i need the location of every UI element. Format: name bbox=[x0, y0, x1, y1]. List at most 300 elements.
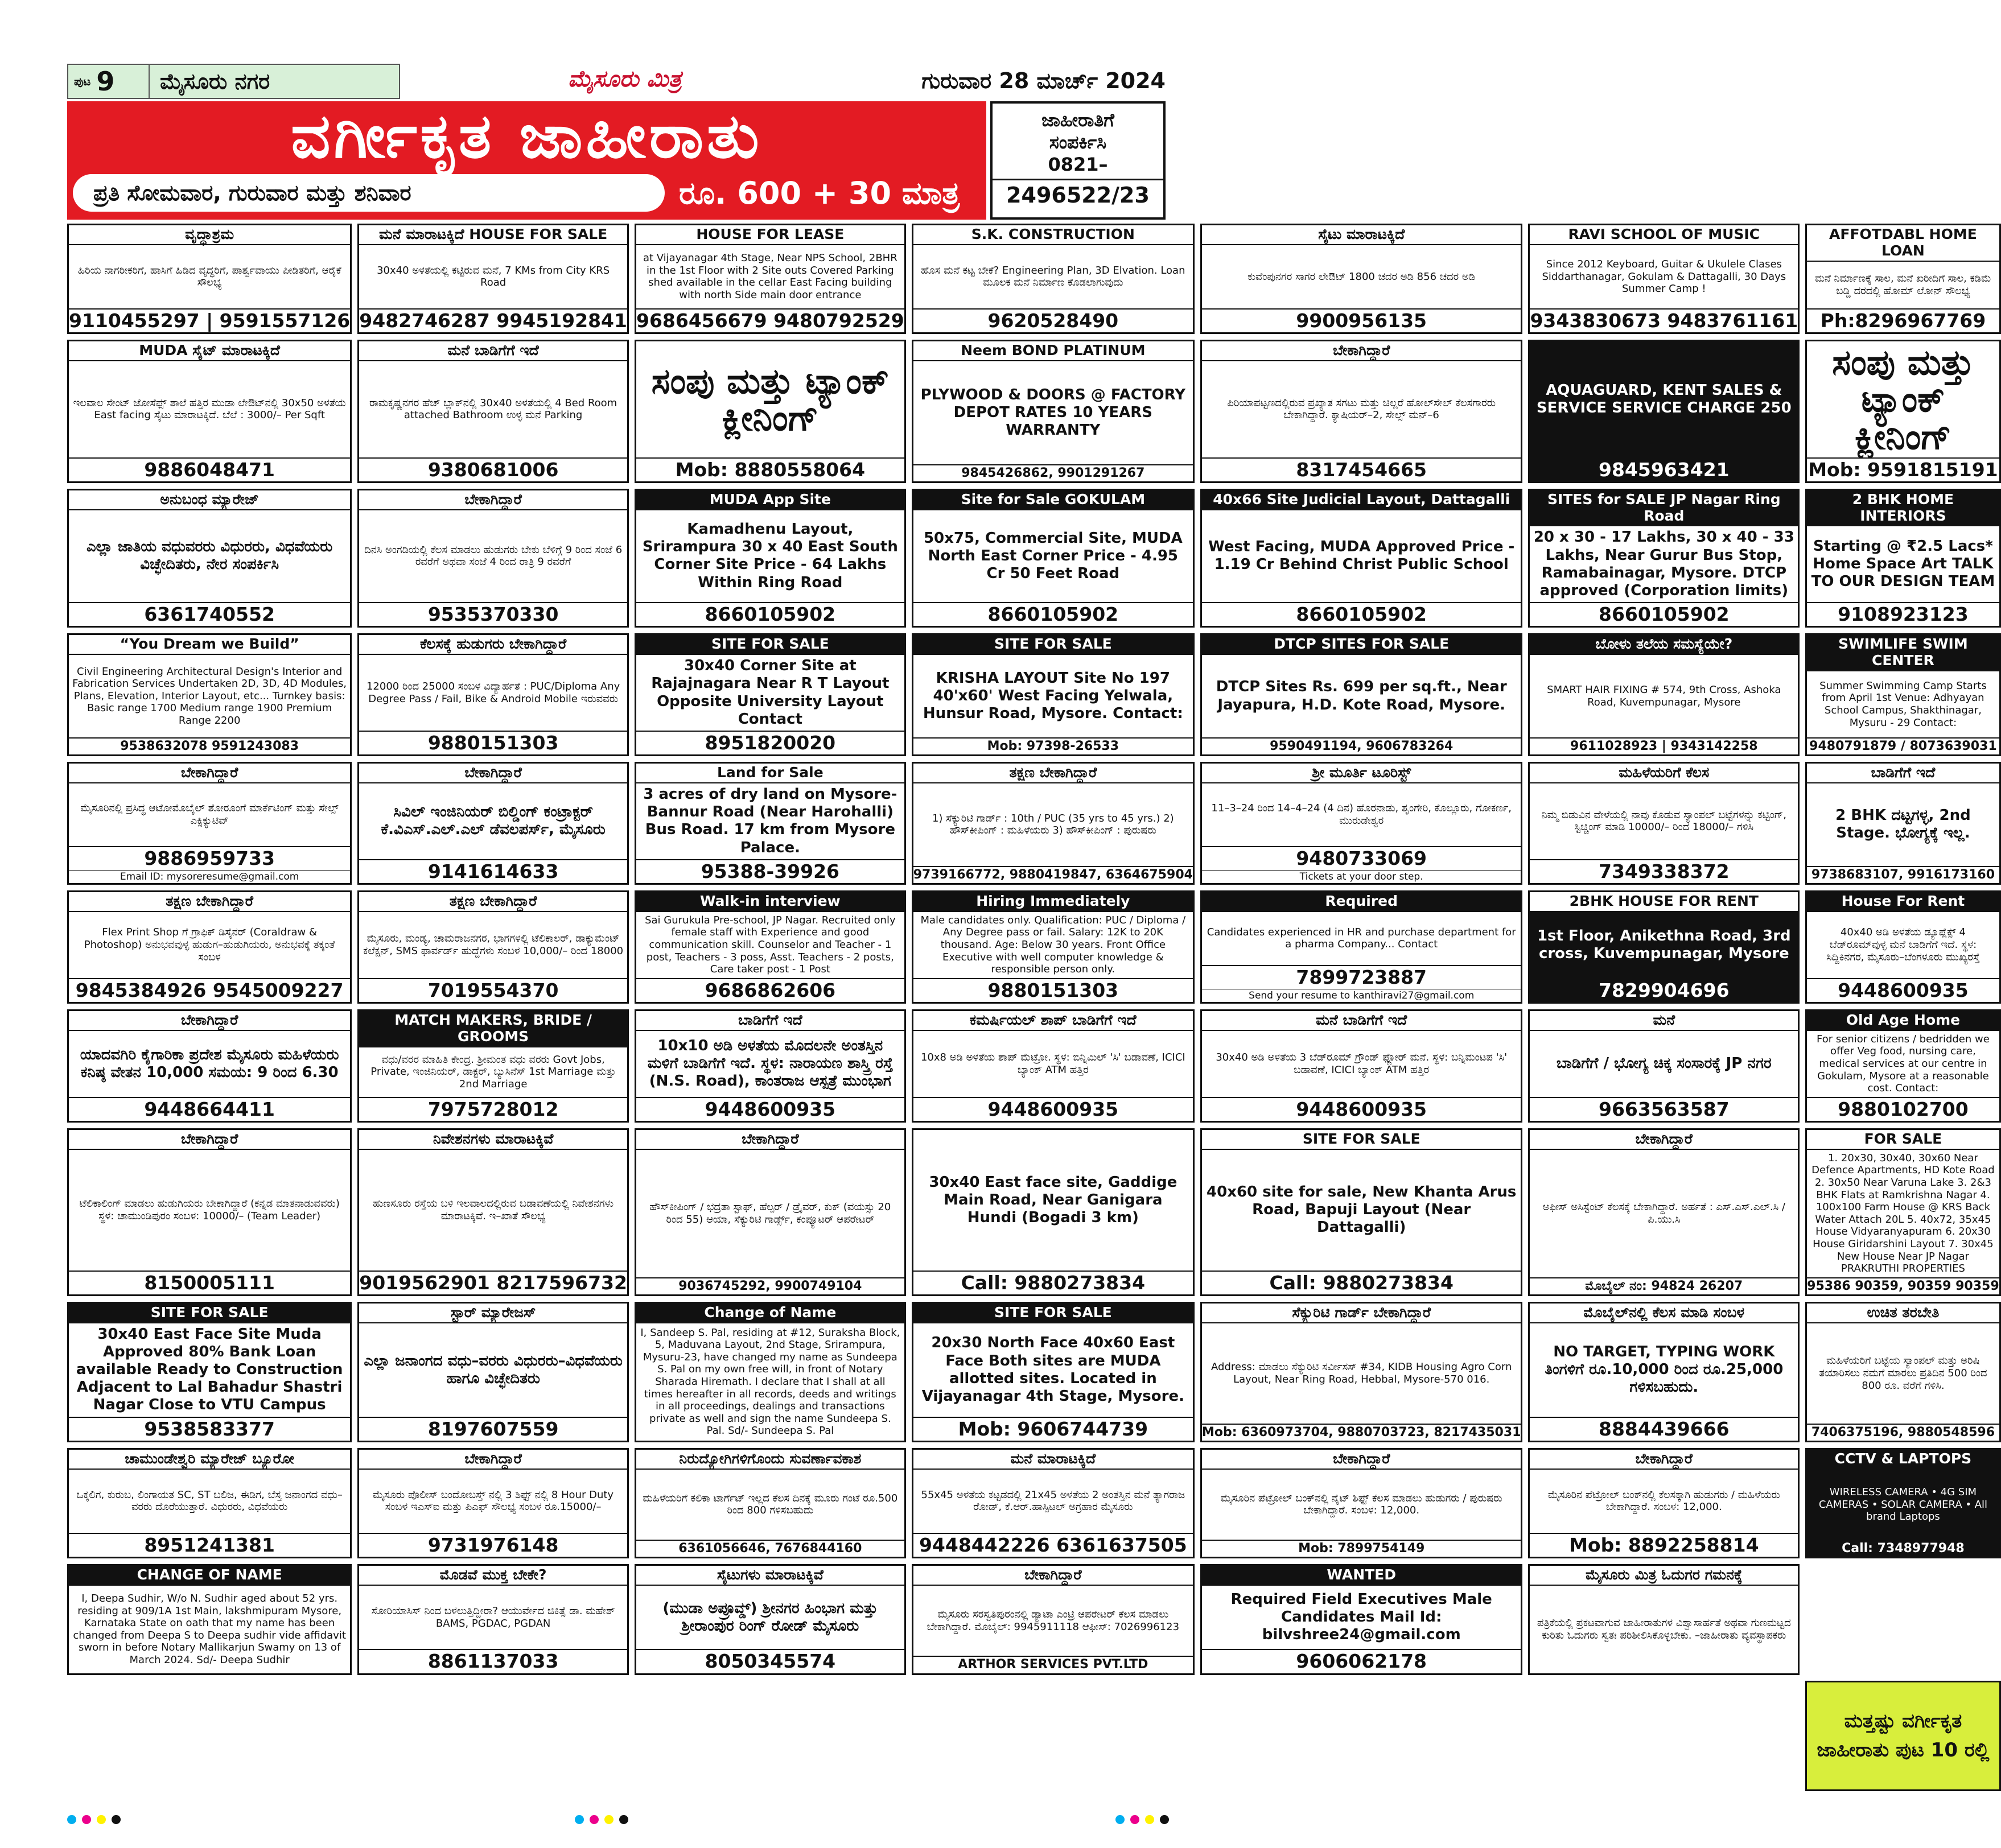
ad-phone: Call: 7348977948 bbox=[1807, 1540, 1999, 1557]
ad-phone: 7829904696 bbox=[1530, 978, 1798, 1002]
ad-body: ಮೈಸೂರು ಸರಸ್ವತಿಪುರಂನಲ್ಲಿ ಡ್ಯಾಟಾ ಎಂಟ್ರಿ ಆಪರೇಟರ್ ಕೆಲಸ ಮಾಡಲು ಬೇಕಾಗಿದ್ದಾರೆ. ಮೊಬೈಲ್: 9945911118 ಆಫೀಸ್: 7026996123 bbox=[927, 1608, 1180, 1633]
cyan-dot bbox=[67, 1815, 76, 1824]
ad-phone: 8660105902 bbox=[1202, 602, 1521, 626]
ad-body: ದಿನಸಿ ಅಂಗಡಿಯಲ್ಲಿ ಕೆಲಸ ಮಾಡಲು ಹುಡುಗರು ಬೇಕು ಬೆಳಿಗ್ಗೆ 9 ರಿಂದ ಸಂಜೆ 6 ರವರೆಗೆ ಅಥವಾ ಸಂಜೆ 4 ರಿಂದ ರಾತ್ರಿ 9 ರವರೆಗೆ bbox=[364, 543, 623, 568]
classified-ad bbox=[1200, 633, 1522, 756]
ad-heading: MATCH MAKERS, BRIDE / GROOMS bbox=[359, 1011, 627, 1047]
section-title: ಮೈಸೂರು ನಗರ bbox=[150, 64, 400, 99]
cyan-dot bbox=[575, 1815, 584, 1824]
classified-ad bbox=[1200, 890, 1522, 1004]
ad-heading: ವೃದ್ಧಾಶ್ರಮ bbox=[69, 225, 350, 245]
ad-phone: 9380681006 bbox=[359, 457, 627, 481]
ad-phone: 9448442226 6361637505 bbox=[913, 1533, 1193, 1557]
classified-ad bbox=[635, 890, 906, 1004]
ad-heading: ಬಾಡಿಗೆಗೆ ಇದೆ bbox=[636, 1011, 904, 1031]
banner-subtitle: ಪ್ರತಿ ಸೋಮವಾರ, ಗುರುವಾರ ಮತ್ತು ಶನಿವಾರ bbox=[73, 174, 665, 212]
ad-heading: 2 BHK HOME INTERIORS bbox=[1807, 490, 1999, 527]
classified-ad bbox=[912, 1564, 1195, 1674]
ad-body: ಮೈಸೂರು, ಮಂಡ್ಯ, ಚಾಮರಾಜನಗರ, ಭಾಗಗಳಲ್ಲಿ ಟೆಲಿಕಾಲರ್, ಡಾಕ್ಯುಮೆಂಟ್ ಕಲೆಕ್ಷನ್, SMS ಫಾರ್ವರ್ಡ್ ಹುದ್ದೆಗಳು ಸಂಬಳ 10,000/– ರಿಂದ 18000 bbox=[363, 933, 624, 957]
ad-body: ಪಿರಿಯಾಪಟ್ಟಣದಲ್ಲಿರುವ ಪ್ರಖ್ಯಾತ ಸಗಟು ಮತ್ತು ಚಿಲ್ಲರೆ ಹೋಲ್‌ಸೇಲ್ ಕೆಲಸಗಾರರು ಬೇಕಾಗಿದ್ದಾರೆ. ಕ್ಯಾಷಿಯರ್–2, ಸೇಲ್ಸ್ ಮನ್–6 bbox=[1227, 397, 1496, 422]
classified-ad bbox=[635, 340, 906, 483]
classified-ad bbox=[1200, 1302, 1522, 1442]
classified-ad bbox=[1805, 633, 2001, 756]
ad-body: 40x40 ಅಡಿ ಅಳತೆಯ ಡ್ಯೂಪ್ಲೆಕ್ಸ್ 4 ಬೆಡ್‌ರೂಮ್‌ವುಳ್ಳ ಮನೆ ಬಾಡಿಗೆಗೆ ಇದೆ. ಸ್ಥಳ: ಸಿದ್ದಿಕಿನಗರ, ಮೈಸೂರು–ಬೆಂಗಳೂರು ಮುಖ್ಯರಸ್ತೆ bbox=[1826, 926, 1980, 963]
ad-heading: ಶ್ರೀ ಮೂರ್ತಿ ಟೂರಿಸ್ಟ್ bbox=[1202, 764, 1521, 783]
ad-body: 30x40 Corner Site at Rajajnagara Near R T Layout Opposite University Layout Contact bbox=[651, 657, 890, 728]
ad-body: ಇಲವಾಲ ಸೇಂಟ್ ಜೋಸೆಫ್ಸ್ ಶಾಲೆ ಹತ್ತಿರ ಮುಡಾ ಲೇಔಟ್‌ನಲ್ಲಿ 30x50 ಅಳತೆಯ East facing ಸೈಟು ಮಾರಾಟಕ್ಕಿದೆ. ಬೆಲೆ : 3000/– Per Sqft bbox=[73, 397, 346, 422]
black-dot bbox=[1160, 1815, 1169, 1824]
classified-ad bbox=[1200, 340, 1522, 483]
ad-heading: ಬೇಕಾಗಿದ್ದಾರೆ bbox=[1530, 1130, 1798, 1150]
ad-heading: SITE FOR SALE bbox=[69, 1304, 350, 1323]
classified-ad bbox=[1200, 1128, 1522, 1296]
classified-ad bbox=[635, 1009, 906, 1123]
ad-heading: ಬೇಕಾಗಿದ್ದಾರೆ bbox=[359, 1450, 627, 1470]
classified-ad bbox=[912, 1302, 1195, 1442]
ad-phone: 9448600935 bbox=[1807, 978, 1999, 1002]
ad-body: ಹುಣಸೂರು ರಸ್ತೆಯ ಬಳಿ ಇಲವಾಲದಲ್ಲಿರುವ ಬಡಾವಣೆಯಲ್ಲಿ ನಿವೇಶನಗಳು ಮಾರಾಟಕ್ಕಿವೆ. ಇ–ಖಾತೆ ಸೌಲಭ್ಯ bbox=[373, 1198, 614, 1222]
ad-phone: Mob: 9606744739 bbox=[913, 1417, 1193, 1441]
ad-phone: 9886048471 bbox=[69, 457, 350, 481]
ad-body: 1) ಸೆಕ್ಯುರಿಟಿ ಗಾರ್ಡ್ : 10th / PUC (35 yrs to 45 yrs.) 2) ಹೌಸ್‌ಕೀಪಿಂಗ್ : ಮಹಿಳೆಯರು 3) ಹೌಸ್‌ಕೀಪಿಂಗ್ : ಪುರುಷರು bbox=[932, 812, 1174, 837]
ad-body: ಒಕ್ಕಲಿಗ, ಕುರುಬ, ಲಿಂಗಾಯತ SC, ST ಬಲಿಜ, ಈಡಿಗ, ಬೆಸ್ತ ಜನಾಂಗದ ವಧು–ವರರು ದೊರೆಯುತ್ತಾರೆ. ವಿಧುರರು, ವಿಧವೆಯರು bbox=[76, 1488, 343, 1513]
ad-heading: FOR SALE bbox=[1807, 1130, 1999, 1150]
ad-heading: S.K. CONSTRUCTION bbox=[913, 225, 1193, 245]
contact-line-2: ಸಂಪರ್ಕಿಸಿ bbox=[1049, 131, 1107, 153]
ad-body: 10x8 ಅಡಿ ಅಳತೆಯ ಶಾಪ್ ಮೆಟ್ರೋ. ಸ್ಥಳ: ಬಿನ್ನಿಮಿಲ್ 'ಸಿ' ಬಡಾವಣೆ, ICICI ಬ್ಯಾಂಕ್ ATM ಹತ್ತಿರ bbox=[920, 1051, 1185, 1076]
ad-body: Civil Engineering Architectural Design's Interior and Fabrication Services Undertaken 2D, 3D, 4D Modules, Plans, Elevation, Interior Layout, etc... Turnkey basis: Basic range 1700 Medium range 1900 Premium Range 2200 bbox=[72, 665, 347, 727]
ad-phone: 6361056646, 7676844160 bbox=[636, 1540, 904, 1557]
ad-body: Address: ಮಾಡಲು ಸೆಕ್ಯುರಿಟಿ ಸರ್ವೀಸಸ್ #34, KIDB Housing Agro Corn Layout, Near Ring Road, Hebbal, Mysore-570 016. bbox=[1211, 1361, 1512, 1385]
ad-heading: Old Age Home bbox=[1807, 1011, 1999, 1031]
ad-heading: House For Rent bbox=[1807, 892, 1999, 912]
classified-ad bbox=[635, 1128, 906, 1296]
ad-phone: 9845384926 9545009227 bbox=[69, 978, 350, 1002]
ad-phone: 9731976148 bbox=[359, 1533, 627, 1557]
classified-ad bbox=[357, 1448, 629, 1558]
ad-body: 50x75, Commercial Site, MUDA North East Corner Price - 4.95 Cr 50 Feet Road bbox=[923, 529, 1183, 583]
classified-ad bbox=[912, 633, 1195, 756]
ad-phone: 9448664411 bbox=[69, 1097, 350, 1121]
ad-heading: 40x66 Site Judicial Layout, Dattagalli bbox=[1202, 490, 1521, 510]
ad-phone: 8951241381 bbox=[69, 1533, 350, 1557]
classified-ad bbox=[912, 890, 1195, 1004]
ads-grid bbox=[67, 224, 1999, 1791]
ad-phone: Ph:8296967769 bbox=[1807, 308, 1999, 332]
ad-body: Male candidates only. Qualification: PUC / Diploma / Any Degree pass or fail. Salary: 12K to 20K thousand. Age: Below 30 years. Front Office Executive with well computer knowledge & responsible person only. bbox=[920, 914, 1186, 976]
ad-phone: 7975728012 bbox=[359, 1097, 627, 1121]
classified-ad bbox=[1528, 224, 1800, 334]
cyan-dot bbox=[1115, 1815, 1125, 1824]
ad-phone: 6361740552 bbox=[69, 602, 350, 626]
ad-body: ಕುವೆಂಪುನಗರ ಸಾಗರ ಲೇಔಟ್ 1800 ಚದರ ಅಡಿ 856 ಚದರ ಅಡಿ bbox=[1247, 270, 1476, 283]
ad-body: I, Deepa Sudhir, W/o N. Sudhir aged about 52 yrs. residing at 909/1A 1st Main, lakshmipuram Mysore, Karnataka State on oath that my name has been changed from Deepa S to Deepa sudhir vide affidavit sworn in before Notary Mallikarjun Swamy on 13 of March 2024. Sd/- Deepa Sudhir bbox=[73, 1593, 346, 1666]
ad-heading: ಅನುಬಂಧ ಮ್ಯಾರೇಜ್ bbox=[69, 490, 350, 510]
ad-phone: 9448600935 bbox=[1202, 1097, 1521, 1121]
ad-phone: 8317454665 bbox=[1202, 457, 1521, 481]
classified-ad bbox=[912, 762, 1195, 885]
ad-phone: 9538583377 bbox=[69, 1417, 350, 1441]
ad-phone: 95388-39926 bbox=[636, 859, 904, 883]
classified-ad bbox=[67, 762, 352, 885]
classified-ad bbox=[1805, 1128, 2001, 1296]
ad-body: 1st Floor, Anikethna Road, 3rd cross, Kuvempunagar, Mysore bbox=[1530, 912, 1798, 978]
classified-ad bbox=[1805, 1009, 2001, 1123]
ad-heading: ಬಾಡಿಗೆಗೆ ಇದೆ bbox=[1807, 764, 1999, 783]
ad-heading: HOUSE FOR LEASE bbox=[636, 225, 904, 245]
ad-phone: Call: 9880273834 bbox=[913, 1270, 1193, 1294]
ad-phone: 8660105902 bbox=[1530, 602, 1798, 626]
ad-body: ಸಿವಿಲ್ ಇಂಜಿನಿಯರ್ ಬಿಲ್ಡಿಂಗ್ ಕಂಟ್ರಾಕ್ಟರ್ ಕೆ.ವಿಎಸ್.ಎಲ್.ಎಲ್ ಡೆವಲಪರ್ಸ್, ಮೈಸೂರು bbox=[381, 803, 606, 839]
ad-heading: RAVI SCHOOL OF MUSIC bbox=[1530, 225, 1798, 245]
ad-phone: 9880102700 bbox=[1807, 1097, 1999, 1121]
ad-heading: MUDA ಸೈಟ್ ಮಾರಾಟಕ್ಕಿದೆ bbox=[69, 341, 350, 361]
ad-heading: SITE FOR SALE bbox=[636, 635, 904, 655]
magenta-dot bbox=[590, 1815, 599, 1824]
ad-phone: 9448600935 bbox=[913, 1097, 1193, 1121]
ad-heading: ಬೇಕಾಗಿದ್ದಾರೆ bbox=[359, 490, 627, 510]
classified-ad bbox=[1528, 489, 1800, 628]
classified-ad bbox=[1528, 633, 1800, 756]
classified-ad bbox=[1528, 890, 1800, 1004]
ad-heading: ಮಹಿಳೆಯರಿಗೆ ಕೆಲಸ bbox=[1530, 764, 1798, 783]
ad-heading: SITE FOR SALE bbox=[913, 1304, 1193, 1323]
classified-ad bbox=[1805, 224, 2001, 334]
ad-heading: ಸ್ಟಾರ್ ಮ್ಯಾರೇಜಸ್ bbox=[359, 1304, 627, 1323]
classified-ad bbox=[1528, 762, 1800, 885]
ad-heading: ತಕ್ಷಣ ಬೇಕಾಗಿದ್ದಾರೆ bbox=[69, 892, 350, 912]
ad-phone: 9611028923 | 9343142258 bbox=[1530, 737, 1798, 754]
ad-heading: WANTED bbox=[1202, 1566, 1521, 1586]
classified-ad bbox=[357, 890, 629, 1004]
classified-ad bbox=[635, 762, 906, 885]
black-dot bbox=[112, 1815, 121, 1824]
ad-phone: 9343830673 9483761161 bbox=[1530, 310, 1798, 332]
ad-body: ಎಲ್ಲಾ ಜನಾಂಗದ ವಧು–ವರರು ವಿಧುರರು–ವಿಧವೆಯರು ಹಾಗೂ ವಿಚ್ಛೇದಿತರು bbox=[364, 1352, 623, 1387]
ad-body: ಪತ್ರಿಕೆಯಲ್ಲಿ ಪ್ರಕಟವಾಗುವ ಜಾಹೀರಾತುಗಳ ವಿಶ್ವಾಸಾರ್ಹತೆ ಅಥವಾ ಗುಣಮಟ್ಟದ ಕುರಿತು ಓದುಗರು ಸ್ವತಃ ಪರಿಶೀಲಿಸಿಕೊಳ್ಳಬೇಕು. –ಜಾಹೀರಾತು ವ್ಯವಸ್ಥಾಪಕರು bbox=[1537, 1617, 1791, 1641]
classified-ad bbox=[1805, 489, 2001, 628]
ad-body: ಟೆಲಿಕಾಲಿಂಗ್ ಮಾಡಲು ಹುಡುಗಿಯರು ಬೇಕಾಗಿದ್ದಾರೆ (ಕನ್ನಡ ಮಾತನಾಡುವವರು) ಸ್ಥಳ: ಚಾಮುಂಡಿಪುರಂ ಸಂಬಳ: 10000/– (Team Leader) bbox=[79, 1198, 340, 1222]
ad-email: Send your resume to kanthiravi27@gmail.com bbox=[1202, 989, 1521, 1002]
ad-heading: Site for Sale GOKULAM bbox=[913, 490, 1193, 510]
ad-body: 12000 ರಿಂದ 25000 ಸಂಬಳ ವಿದ್ಯಾರ್ಹತೆ : PUC/Diploma Any Degree Pass / Fail, Bike & Android Mobile ಇರುವವರು bbox=[366, 680, 620, 705]
classified-ad bbox=[67, 224, 352, 334]
contact-box bbox=[990, 101, 1166, 220]
banner-price: ರೂ. 600 + 30 ಮಾತ್ರ bbox=[679, 175, 960, 211]
classified-ad bbox=[1528, 1302, 1800, 1442]
ad-heading: ಉಚಿತ ತರಬೇತಿ bbox=[1807, 1304, 1999, 1323]
ad-body: Candidates experienced in HR and purchase department for a pharma Company... Contact bbox=[1207, 926, 1516, 951]
ad-body: 30x40 ಅಡಿ ಅಳತೆಯ 3 ಬೆಡ್‌ರೂಮ್ ಗ್ರೌಂಡ್ ಫ್ಲೋರ್ ಮನೆ. ಸ್ಥಳ: ಬನ್ನಿಮಂಟಪ 'ಸಿ' ಬಡಾವಣೆ, ICICI ಬ್ಯಾಂಕ್ ATM ಹತ್ತಿರ bbox=[1216, 1051, 1508, 1076]
classified-ad bbox=[67, 633, 352, 756]
ad-body: Sai Gurukula Pre-school, JP Nagar. Recruited only female staff with Experience and good communication skill. Counselor and Teacher - 1 post, Teachers - 3 poss, Asst. Teachers - 2 posts, Care taker post - 1 Post bbox=[645, 914, 896, 976]
classified-ad bbox=[357, 1302, 629, 1442]
ad-body: ಬಾಡಿಗೆಗೆ / ಭೋಗ್ಯ ಚಿಕ್ಕ ಸಂಸಾರಕ್ಕೆ JP ನಗರ bbox=[1556, 1055, 1772, 1072]
ad-heading: SWIMLIFE SWIM CENTER bbox=[1807, 635, 1999, 671]
ad-heading: Hiring Immediately bbox=[913, 892, 1193, 912]
ad-phone: Mob: 8880558064 bbox=[636, 457, 904, 481]
classified-ad bbox=[1528, 1564, 1800, 1674]
classified-ad bbox=[67, 340, 352, 483]
ad-body: 2 BHK ದಟ್ಟಗಳ್ಳ, 2nd Stage. ಭೋಗ್ಯಕ್ಕೆ ಇಲ್ಲ. bbox=[1835, 807, 1971, 842]
ad-body: Summer Swimming Camp Starts from April 1st Venue: Adhyayan School Campus, Shakthinagar, Mysuru - 29 Contact: bbox=[1819, 679, 1987, 729]
ad-heading: ಬೇಕಾಗಿದ್ದಾರೆ bbox=[1530, 1450, 1798, 1470]
ad-phone: 8951820020 bbox=[636, 731, 904, 754]
ad-body: Required Field Executives Male Candidates Mail Id: bilvshree24@gmail.com bbox=[1230, 1590, 1492, 1644]
ad-heading: ಮೊಬೈಲ್‌ನಲ್ಲಿ ಕೆಲಸ ಮಾಡಿ ಸಂಬಳ bbox=[1530, 1304, 1798, 1323]
ad-body: I, Sandeep S. Pal, residing at #12, Suraksha Block, 5, Maduvana Layout, 2nd Stage, Srirampura, Mysuru-23, have changed my name as Sundeepa S. Pal on my own free will, in front of Notary Sharada Hiremath. I declare that I shall at all times hereafter in all records, deeds and writings in all proceedings, dealings and transactions private as well and sign the name Sundeepa S. Pal. Sd/- Sundeepa S. Pal bbox=[640, 1326, 900, 1437]
ad-heading: ಕೆಲಸಕ್ಕೆ ಹುಡುಗರು ಬೇಕಾಗಿದ್ದಾರೆ bbox=[359, 635, 627, 655]
classified-ad bbox=[67, 489, 352, 628]
ad-body: ಮೈಸೂರಿನ ಪೆಟ್ರೋಲ್ ಬಂಕ್‌ನಲ್ಲಿ ಕೆಲಸಕ್ಕಾಗಿ ಹುಡುಗರು / ಮಹಿಳೆಯರು ಬೇಕಾಗಿದ್ದಾರೆ. ಸಂಬಳ: 12,000. bbox=[1547, 1488, 1780, 1513]
ad-email: Email ID: mysoreresume@gmail.com bbox=[69, 870, 350, 883]
classified-ad bbox=[67, 1448, 352, 1558]
ad-body: ಸಂಪು ಮತ್ತು ಟ್ಯಾಂಕ್ ಕ್ಲೀನಿಂಗ್ bbox=[1832, 341, 1974, 457]
classified-ad bbox=[357, 1009, 629, 1123]
ad-heading: ಮೈಸೂರು ಮಿತ್ರ ಓದುಗರ ಗಮನಕ್ಕೆ bbox=[1530, 1566, 1798, 1586]
ad-phone: ಮೊಬೈಲ್ ನಂ: 94824 26207 bbox=[1530, 1277, 1798, 1294]
ad-phone: Call: 9880273834 bbox=[1202, 1270, 1521, 1294]
classifieds-banner bbox=[67, 101, 986, 220]
ad-heading: ಮನೆ ಬಾಡಿಗೆಗೆ ಇದೆ bbox=[1202, 1011, 1521, 1031]
ad-phone: 9480791879 / 8073639031 bbox=[1807, 737, 1999, 754]
classified-ad bbox=[1528, 1448, 1800, 1558]
ad-body: Flex Print Shop ಗೆ ಗ್ರಾಫಿಕ್ ಡಿಸೈನರ್ (Coraldraw & Photoshop) ಅನುಭವವುಳ್ಳ ಹುಡುಗ–ಹುಡುಗಿಯರು, ಅನುಭವಕ್ಕೆ ತಕ್ಕಂತೆ ಸಂಬಳ bbox=[84, 926, 335, 963]
magenta-dot bbox=[82, 1815, 91, 1824]
magenta-dot bbox=[1130, 1815, 1139, 1824]
ad-body: DTCP Sites Rs. 699 per sq.ft., Near Jayapura, H.D. Kote Road, Mysore. bbox=[1216, 678, 1507, 713]
ad-heading: CCTV & LAPTOPS bbox=[1807, 1450, 1999, 1470]
ad-heading: ನಿರುದ್ಯೋಗಿಗಳಿಗೊಂದು ಸುವರ್ಣಾವಕಾಶ bbox=[636, 1450, 904, 1470]
ad-body: 20 x 30 - 17 Lakhs, 30 x 40 - 33 Lakhs, Near Gurur Bus Stop, Ramabainagar, Mysore. DTCP approved (Corporation limits) bbox=[1533, 529, 1794, 599]
registration-marks-right bbox=[1115, 1815, 1169, 1824]
classified-ad bbox=[635, 1302, 906, 1442]
ad-phone: 9482746287 9945192841 bbox=[359, 310, 627, 332]
ad-phone: ARTHOR SERVICES PVT.LTD bbox=[913, 1656, 1193, 1673]
ad-body: WIRELESS CAMERA • 4G SIM CAMERAS • SOLAR CAMERA • All brand Laptops bbox=[1807, 1470, 1999, 1540]
ad-phone: Mob: 9591815191 bbox=[1807, 457, 1999, 481]
ad-body: ಯಾದವಗಿರಿ ಕೈಗಾರಿಕಾ ಪ್ರದೇಶ ಮೈಸೂರು ಮಹಿಳೆಯರು ಕನಿಷ್ಠ ವೇತನ 10,000 ಸಮಯ: 9 ರಿಂದ 6.30 bbox=[80, 1046, 339, 1081]
ad-heading: ಕಮರ್ಷಿಯಲ್ ಶಾಪ್ ಬಾಡಿಗೆಗೆ ಇದೆ bbox=[913, 1011, 1193, 1031]
ad-body: ಮಹಿಳೆಯರಿಗೆ ಕಲಿಕಾ ಟಾರ್ಗೆಟ್ ಇಲ್ಲದ ಕೆಲಸ ದಿನಕ್ಕೆ ಮೂರು ಗಂಟೆ ರೂ.500 ರಿಂದ 800 ಗಳಿಸಬಹುದು bbox=[643, 1492, 898, 1517]
classified-ad bbox=[912, 1128, 1195, 1296]
ad-heading: ತಕ್ಷಣ ಬೇಕಾಗಿದ್ದಾರೆ bbox=[913, 764, 1193, 783]
ad-heading: 2BHK HOUSE FOR RENT bbox=[1530, 892, 1798, 912]
classified-ad bbox=[1805, 1448, 2001, 1558]
ad-phone: 7406375196, 9880548596 bbox=[1807, 1424, 1999, 1441]
yellow-dot bbox=[1145, 1815, 1154, 1824]
ad-phone: 8150005111 bbox=[69, 1270, 350, 1294]
ad-body: Kamadhenu Layout, Srirampura 30 x 40 East South Corner Site Price - 64 Lakhs Within Ring Road bbox=[642, 521, 898, 591]
ad-body: ಮನೆ ನಿರ್ಮಾಣಕ್ಕೆ ಸಾಲ, ಮನೆ ಖರೀದಿಗೆ ಸಾಲ, ಕಡಿಮೆ ಬಡ್ಡಿ ದರದಲ್ಲಿ ಹೋಮ್ ಲೋನ್ ಸೌಲಭ್ಯ bbox=[1814, 273, 1991, 297]
registration-marks-left bbox=[67, 1815, 121, 1824]
ad-heading: SITE FOR SALE bbox=[913, 635, 1193, 655]
classified-ad bbox=[635, 633, 906, 756]
classified-ad bbox=[1805, 340, 2001, 483]
ad-phone: 8660105902 bbox=[636, 602, 904, 626]
ad-body: ಎಲ್ಲಾ ಜಾತಿಯ ವಧುವರರು ವಿಧುರರು, ವಿಧವೆಯರು ವಿಚ್ಛೇದಿತರು, ನೇರ ಸಂಪರ್ಕಿಸಿ bbox=[86, 538, 333, 574]
ad-body: 11–3–24 ರಿಂದ 14–4–24 (4 ದಿನ) ಹೊರನಾಡು, ಶೃಂಗೇರಿ, ಕೊಲ್ಲೂರು, ಗೋಕರ್ಣ, ಮುರುಡೇಶ್ವರ bbox=[1211, 802, 1512, 827]
ad-body: KRISHA LAYOUT Site No 197 40'x60' West Facing Yelwala, Hunsur Road, Mysore. Contact: bbox=[923, 669, 1183, 723]
classified-ad bbox=[1528, 1128, 1800, 1296]
ad-phone: 8861137033 bbox=[359, 1649, 627, 1673]
classified-ad bbox=[1805, 890, 2001, 1004]
page-header bbox=[67, 64, 1166, 99]
ad-phone: 9738683107, 9916173160 bbox=[1807, 866, 1999, 883]
ad-body: ವಧು/ವರರ ಮಾಹಿತಿ ಕೇಂದ್ರ. ಶ್ರೀಮಂತ ವಧು ವರರು Govt Jobs, Private, ಇಂಜಿನಿಯರ್, ಡಾಕ್ಟರ್, ಬ್ಯುಸಿನೆಸ್ 1st Marriage ಮತ್ತು 2nd Marriage bbox=[370, 1053, 616, 1090]
ad-phone: 9880151303 bbox=[359, 731, 627, 754]
ad-heading: ತಕ್ಷಣ ಬೇಕಾಗಿದ್ದಾರೆ bbox=[359, 892, 627, 912]
classified-ad bbox=[635, 1564, 906, 1674]
ad-heading: Land for Sale bbox=[636, 764, 904, 783]
page-number: 9 bbox=[96, 66, 115, 97]
ad-body: ಹೌಸ್‌ಕೀಪಿಂಗ್ / ಭದ್ರತಾ ಸ್ಟಾಫ್, ಹೆಲ್ಪರ್ / ಡ್ರೈವರ್, ಕುಕ್ (ವಯಸ್ಸು 20 ರಿಂದ 55) ಆಯಾ, ಸೆಕ್ಯುರಿಟಿ ಗಾರ್ಡ್ಸ್, ಕಂಪ್ಯೂಟರ್ ಆಪರೇಟರ್ bbox=[649, 1201, 891, 1226]
ad-heading: “You Dream we Build” bbox=[69, 635, 350, 655]
ad-phone: 9900956135 bbox=[1202, 308, 1521, 332]
classified-ad bbox=[635, 224, 906, 334]
ad-body: SMART HAIR FIXING # 574, 9th Cross, Ashoka Road, Kuvempunagar, Mysore bbox=[1547, 684, 1781, 708]
ad-heading: ಬೇಕಾಗಿದ್ದಾರೆ bbox=[913, 1566, 1193, 1586]
classified-ad bbox=[1528, 1009, 1800, 1123]
ad-body: Since 2012 Keyboard, Guitar & Ukulele Clases Siddarthanagar, Gokulam & Dattagalli, 30 Days Summer Camp ! bbox=[1542, 258, 1786, 295]
ad-phone: 9886959733 bbox=[69, 846, 350, 870]
ad-heading: ಬೇಕಾಗಿದ್ದಾರೆ bbox=[69, 1011, 350, 1031]
ad-body: ರಾಮಕೃಷ್ಣನಗರ ಹೆಚ್ ಬ್ಲಾಕ್‌ನಲ್ಲಿ 30x40 ಅಳತೆಯಲ್ಲಿ 4 Bed Room attached Bathroom ಉಳ್ಳ ಮನೆ Parking bbox=[369, 397, 617, 422]
classified-ad bbox=[67, 1009, 352, 1123]
ad-phone: 8050345574 bbox=[636, 1649, 904, 1673]
classified-ad bbox=[1200, 489, 1522, 628]
ad-phone: 7349338372 bbox=[1530, 859, 1798, 883]
ad-heading: SITES for SALE JP Nagar Ring Road bbox=[1530, 490, 1798, 527]
ad-heading: ಚಾಮುಂಡೇಶ್ವರಿ ಮ್ಯಾರೇಜ್ ಬ್ಯೂರೋ bbox=[69, 1450, 350, 1470]
contact-line-1: ಜಾಹೀರಾತಿಗೆ bbox=[1041, 109, 1114, 131]
ad-body: 3 acres of dry land on Mysore-Bannur Road (Near Harohalli) Bus Road. 17 km from Mysore Palace. bbox=[643, 786, 897, 856]
ad-body: NO TARGET, TYPING WORK ತಿಂಗಳಿಗೆ ರೂ.10,000 ರಿಂದ ರೂ.25,000 ಗಳಿಸಬಹುದು. bbox=[1545, 1343, 1784, 1396]
ad-heading: CHANGE OF NAME bbox=[69, 1566, 350, 1586]
ad-heading: Required bbox=[1202, 892, 1521, 912]
ad-phone: 9845963421 bbox=[1530, 457, 1798, 481]
ad-phone: 9480733069 bbox=[1202, 846, 1521, 870]
ad-body: 30x40 ಅಳತೆಯಲ್ಲಿ ಕಟ್ಟಿರುವ ಮನೆ, 7 KMs from City KRS Road bbox=[377, 264, 610, 289]
ad-heading: ನಿವೇಶನಗಳು ಮಾರಾಟಕ್ಕಿವೆ bbox=[359, 1130, 627, 1150]
page-number-box bbox=[67, 64, 150, 99]
ad-heading: SITE FOR SALE bbox=[1202, 1130, 1521, 1150]
ad-heading: AFFOTDABL HOME LOAN bbox=[1807, 225, 1999, 262]
ad-phone: 8884439666 bbox=[1530, 1417, 1798, 1441]
classified-ad bbox=[357, 1128, 629, 1296]
ad-heading: ಬೋಳು ತಲೆಯ ಸಮಸ್ಯೆಯೇ? bbox=[1530, 635, 1798, 655]
ad-phone: 9739166772, 9880419847, 6364675904 bbox=[913, 866, 1193, 883]
classified-ad bbox=[1805, 762, 2001, 885]
ad-email: Tickets at your door step. bbox=[1202, 870, 1521, 883]
ad-phone: 9036745292, 9900749104 bbox=[636, 1277, 904, 1294]
ad-phone: 8197607559 bbox=[359, 1417, 627, 1441]
ad-heading: ಬೇಕಾಗಿದ್ದಾರೆ bbox=[1202, 341, 1521, 361]
ad-phone: 9535370330 bbox=[359, 602, 627, 626]
ad-body: ಸಂಪು ಮತ್ತು ಟ್ಯಾಂಕ್ ಕ್ಲೀನಿಂಗ್ bbox=[651, 360, 890, 439]
page-label: ಪುಟ bbox=[74, 75, 91, 88]
classified-ad bbox=[357, 340, 629, 483]
classified-ad bbox=[912, 340, 1195, 483]
ad-phone: 9141614633 bbox=[359, 859, 627, 883]
ad-heading: ಬೇಕಾಗಿದ್ದಾರೆ bbox=[636, 1130, 904, 1150]
ad-phone: 7019554370 bbox=[359, 978, 627, 1002]
issue-date: ಗುರುವಾರ 28 ಮಾರ್ಚ್ 2024 bbox=[921, 68, 1166, 93]
ad-heading: Walk-in interview bbox=[636, 892, 904, 912]
ad-phone: Mob: 6360973704, 9880703723, 8217435031 bbox=[1202, 1424, 1521, 1441]
banner-title: ವರ್ಗೀಕೃತ ಜಾಹೀರಾತು bbox=[291, 101, 763, 172]
classified-ad bbox=[912, 1448, 1195, 1558]
yellow-dot bbox=[97, 1815, 106, 1824]
ad-body: For senior citizens / bedridden we offer Veg food, nursing care, medical services at our centre in Gokulam, Mysore at a reasonable cost. Contact: bbox=[1817, 1033, 1990, 1095]
contact-line-3: 0821– bbox=[1048, 154, 1108, 175]
ad-heading: ಮನೆ ಮಾರಾಟಕ್ಕಿದೆ HOUSE FOR SALE bbox=[359, 225, 627, 245]
ad-phone: 9606062178 bbox=[1202, 1649, 1521, 1673]
ad-phone: 9538632078 9591243083 bbox=[69, 737, 350, 754]
ad-body: 30x40 East face site, Gaddige Main Road, Near Ganigara Hundi (Bogadi 3 km) bbox=[929, 1173, 1177, 1226]
ad-heading: ಮನೆ ಮಾರಾಟಕ್ಕಿದೆ bbox=[913, 1450, 1193, 1470]
classified-ad bbox=[1200, 1564, 1522, 1674]
ad-heading: ಮೊಡವೆ ಮುಕ್ತ ಬೇಕೇ? bbox=[359, 1566, 627, 1586]
ad-heading: ಸೈಟುಗಳು ಮಾರಾಟಕ್ಕಿವೆ bbox=[636, 1566, 904, 1586]
ad-body: ಮೈಸೂರು ಪೊಲೀಸ್ ಬಂದೋಬಸ್ತ್ ನಲ್ಲಿ 3 ಶಿಫ್ಟ್ ನಲ್ಲಿ 8 Hour Duty ಸಂಬಳ ಇಎಸ್ಐ ಮತ್ತು ಪಿಎಫ್ ಸೌಲಭ್ಯ ಸಂಬಳ ರೂ.15000/– bbox=[373, 1488, 614, 1513]
ad-phone: Mob: 97398-26533 bbox=[913, 737, 1193, 754]
classified-ad bbox=[912, 224, 1195, 334]
ad-heading: Neem BOND PLATINUM bbox=[913, 341, 1193, 361]
ad-phone: Mob: 8892258814 bbox=[1530, 1533, 1798, 1557]
classified-ad bbox=[67, 890, 352, 1004]
ad-body: AQUAGUARD, KENT SALES & SERVICE SERVICE CHARGE 250 bbox=[1530, 341, 1798, 457]
ad-heading: Change of Name bbox=[636, 1304, 904, 1323]
ad-phone: 9663563587 bbox=[1530, 1097, 1798, 1121]
classified-ad bbox=[357, 1564, 629, 1674]
ad-body: ಮಹಿಳೆಯರಿಗೆ ಬಟ್ಟೆಯ ಸ್ಯಾಂಪಲ್ ಮತ್ತು ಅರಿಷಿ ತಯಾರಿಸಲು ನಮಗೆ ಮಾರಲು ಪ್ರತಿದಿನ 500 ರಿಂದ 800 ರೂ. ವರೆಗೆ ಗಳಿಸಿ. bbox=[1819, 1355, 1987, 1392]
classified-ad bbox=[67, 1302, 352, 1442]
ad-body: ಸೋರಿಯಾಸಿಸ್ ನಿಂದ ಬಳಲುತ್ತಿದ್ದೀರಾ? ಆಯುರ್ವೇದ ಚಿಕಿತ್ಸೆ ಡಾ. ಮಹೇಶ್ BAMS, PGDAC, PGDAN bbox=[371, 1605, 615, 1630]
classified-ad bbox=[357, 224, 629, 334]
ad-body: 40x60 site for sale, New Khanta Arus Road, Bapuji Layout (Near Dattagalli) bbox=[1207, 1183, 1517, 1236]
ad-body: 20x30 North Face 40x60 East Face Both sites are MUDA allotted sites. Located in Vijayanagar 4th Stage, Mysore. bbox=[921, 1334, 1184, 1405]
ad-phone: 9880151303 bbox=[913, 978, 1193, 1002]
classified-ad bbox=[1200, 1448, 1522, 1558]
classified-ad bbox=[912, 489, 1195, 628]
ad-body: ಹೊಸ ಮನೆ ಕಟ್ಟ ಬೇಕೆ? Engineering Plan, 3D Elvation. Loan ಮೂಲಕ ಮನೆ ನಿರ್ಮಾಣ ಕೊಡಲಾಗುವುದು bbox=[921, 264, 1185, 289]
classified-ad bbox=[1805, 1302, 2001, 1442]
classified-ad bbox=[1200, 224, 1522, 334]
classified-ad bbox=[357, 762, 629, 885]
classified-ad bbox=[912, 1009, 1195, 1123]
ad-phone: 9620528490 bbox=[913, 308, 1193, 332]
ad-body: 1. 20x30, 30x40, 30x60 Near Defence Apartments, HD Kote Road 2. 30x50 Near Varuna Lake 3. 2&3 BHK Flats at Ramkrishna Nagar 4. 100x100 Farm House @ KRS Back Water Attach 20L 5. 40x72, 35x45 House Vidyaranyapuram 6. 20x30 House Giridarshini Layout 7. 30x45 New House Near JP Nagar PRAKRUTHI PROPERTIES bbox=[1811, 1152, 1995, 1275]
ad-body: ಹಿರಿಯ ನಾಗರೀಕರಿಗೆ, ಹಾಸಿಗೆ ಹಿಡಿದ ವೃದ್ಧರಿಗೆ, ಪಾರ್ಶ್ವವಾಯು ಪೀಡಿತರಿಗೆ, ಆರೈಕೆ ಸೌಲಭ್ಯ bbox=[77, 264, 341, 289]
ad-heading: ಬೇಕಾಗಿದ್ದಾರೆ bbox=[1202, 1450, 1521, 1470]
ad-body: Starting @ ₹2.5 Lacs* Home Space Art TALK TO OUR DESIGN TEAM bbox=[1811, 538, 1995, 591]
ad-heading: ಮನೆ ಬಾಡಿಗೆಗೆ ಇದೆ bbox=[359, 341, 627, 361]
classified-ad bbox=[357, 489, 629, 628]
ad-phone: Mob: 7899754149 bbox=[1202, 1540, 1521, 1557]
ad-heading: DTCP SITES FOR SALE bbox=[1202, 635, 1521, 655]
yellow-dot bbox=[604, 1815, 614, 1824]
ad-phone: 8660105902 bbox=[913, 602, 1193, 626]
ad-heading: ಸೆಕ್ಯುರಿಟಿ ಗಾರ್ಡ್ ಬೇಕಾಗಿದ್ದಾರೆ bbox=[1202, 1304, 1521, 1323]
ad-phone: 9845426862, 9901291267 bbox=[913, 464, 1193, 481]
ad-body: ಮೈಸೂರಿನ ಪೆಟ್ರೋಲ್ ಬಂಕ್‌ನಲ್ಲಿ ನೈಟ್ ಶಿಫ್ಟ್ ಕೆಲಸ ಮಾಡಲು ಹುಡುಗರು / ಪುರುಷರು ಬೇಕಾಗಿದ್ದಾರೆ. ಸಂಬಳ: 12,000. bbox=[1220, 1492, 1502, 1517]
classified-ad bbox=[67, 1564, 352, 1674]
ad-phone: 9110455297 | 9591557126 bbox=[69, 310, 351, 332]
classified-ad bbox=[67, 1128, 352, 1296]
ad-phone: 9686862606 bbox=[636, 978, 904, 1002]
contact-phone: 2496522/23 bbox=[993, 179, 1163, 208]
